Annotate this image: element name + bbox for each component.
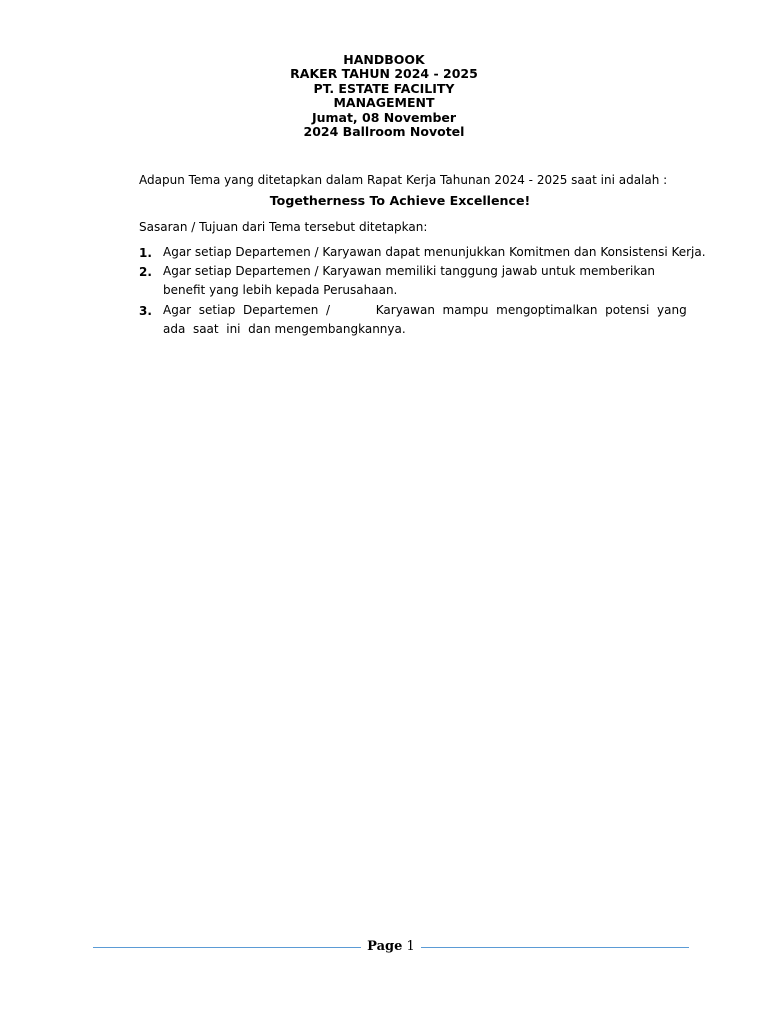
title-line: PT. ESTATE FACILITY: [313, 80, 455, 96]
list-text: benefit yang lebih kepada Perusahaan.: [163, 283, 398, 297]
title-line: Jumat, 08 November: [311, 109, 457, 125]
list-number: 3.: [139, 304, 152, 318]
intro-paragraph: Adapun Tema yang ditetapkan dalam Rapat Kerja Tahunan 2024 - 2025 saat ini adalah :: [139, 173, 668, 187]
footer-rule-left: [93, 947, 361, 948]
page-number-value: 1: [406, 939, 415, 954]
list-text: Agar setiap Departemen / Karyawan dapat menunjukkan Komitmen dan Konsistensi Kerja.: [163, 245, 706, 259]
title-line: RAKER TAHUN 2024 - 2025: [290, 66, 478, 82]
footer-rule-right: [421, 947, 689, 948]
title-line: MANAGEMENT: [333, 95, 435, 111]
page-label: Page: [367, 939, 403, 954]
list-text: ada saat ini dan mengembangkannya.: [163, 322, 406, 336]
document-title: [0, 53, 768, 139]
theme-heading: Togetherness To Achieve Excellence!: [269, 193, 531, 208]
list-number: 1.: [139, 246, 152, 260]
list-text: Agar setiap Departemen / Karyawan mampu mengoptimalkan potensi yang: [163, 303, 687, 317]
goals-heading: Sasaran / Tujuan dari Tema tersebut ditetapkan:: [139, 220, 428, 234]
title-line: HANDBOOK: [343, 52, 425, 67]
page-number: [361, 939, 421, 955]
list-text: Agar setiap Departemen / Karyawan memiliki tanggung jawab untuk memberikan: [163, 264, 656, 278]
list-number: 2.: [139, 265, 152, 279]
title-line: 2024 Ballroom Novotel: [303, 124, 465, 140]
